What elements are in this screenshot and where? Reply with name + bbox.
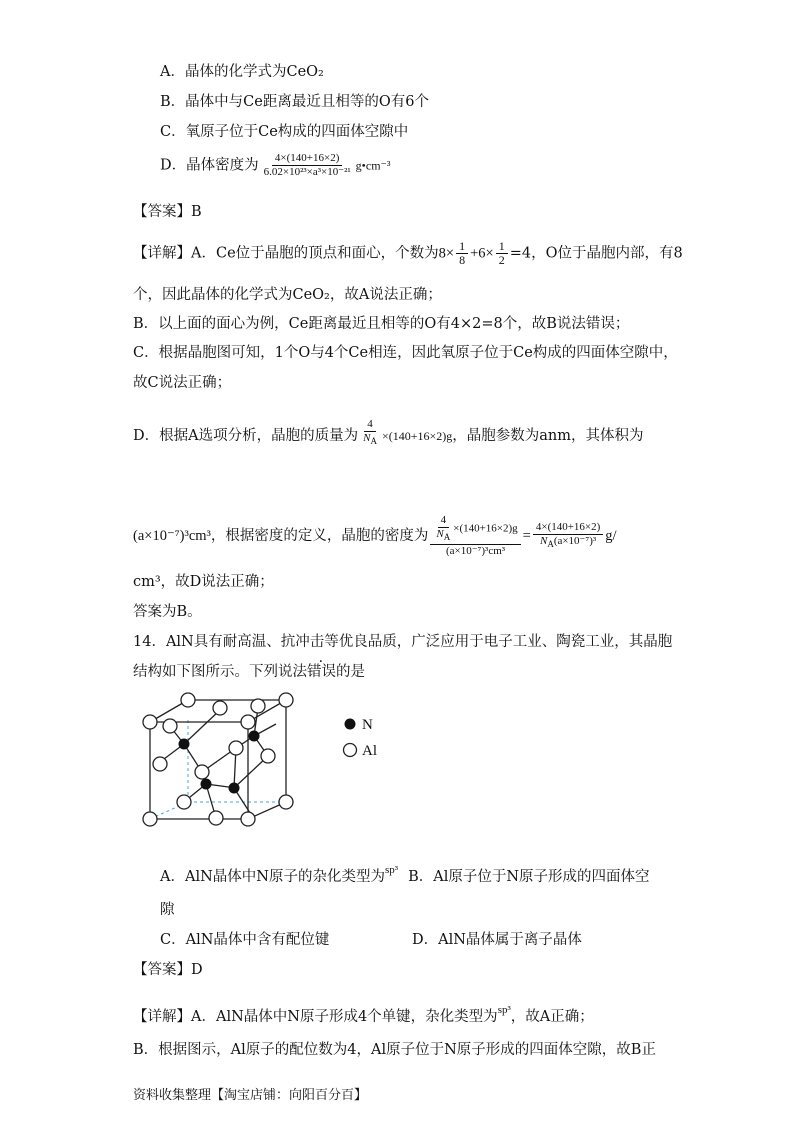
q13-detail-a-term2: +6× — [470, 245, 494, 262]
inner-frac-numerator: 4 — [438, 514, 450, 528]
frac2-numerator: 1 — [496, 240, 508, 254]
q14-option-a-b — [160, 860, 650, 887]
result-den-text: (a×10⁻⁷)³ — [553, 535, 597, 547]
q13-option-c: C．氧原子位于Ce构成的四面体空隙中 — [160, 124, 409, 140]
q13-detail-a-frac1 — [456, 240, 468, 267]
q14-option-b-cont: 隙 — [160, 902, 175, 918]
frac2-denominator: 2 — [498, 253, 505, 267]
q14-stem-text2: 的是 — [336, 664, 365, 680]
q13-detail-a-text: 【详解】A．Ce位于晶胞的顶点和面心，个数为 — [133, 245, 439, 262]
q13-option-b: B．晶体中与Ce距离最近且相等的O有6个 — [160, 94, 429, 110]
q14-option-c: C．AlN晶体中含有配位键 — [160, 932, 330, 948]
result-frac-numerator: 4×(140+16×2) — [533, 521, 603, 535]
legend-n-label: N — [362, 717, 373, 733]
big-frac-numerator — [430, 514, 520, 545]
q13-detail-d-result-frac — [533, 521, 603, 551]
equals-sign: = — [522, 528, 531, 545]
q13-detail-d-unit: g/ — [605, 528, 617, 545]
inner-avogadro-sub: A — [443, 532, 451, 543]
q13-detail-d-big-frac — [430, 514, 520, 558]
q13-option-d — [160, 152, 390, 179]
big-frac-num-text: ×(140+16×2)g — [453, 522, 518, 535]
q13-option-d-prefix: D．晶体密度为 — [160, 157, 259, 174]
avogadro-n: N — [363, 432, 371, 444]
legend-al-marker — [344, 744, 357, 757]
q14-detail-a-text2: ，故A正确； — [510, 1009, 594, 1025]
inner-avogadro-n: N — [436, 528, 444, 540]
q13-detail-a — [133, 240, 683, 267]
q13-detail-d-density-text: (a×10⁻⁷)³cm³，根据密度的定义，晶胞的密度为 — [133, 528, 429, 545]
q14-detail-a-sp3: sp³ — [497, 1004, 511, 1016]
page-footer: 资料收集整理【淘宝店铺：向阳百分百】 — [133, 1088, 368, 1103]
q14-stem-line2 — [133, 662, 365, 682]
q13-detail-d-mass-frac — [360, 418, 380, 448]
q13-detail-d-density — [133, 514, 617, 558]
q14-option-a: A．AlN晶体中N原子的杂化类型为 — [160, 869, 385, 885]
q14-answer: 【答案】D — [133, 962, 203, 978]
q13-option-d-denominator: 6.02×10²³×a³×10⁻²¹ — [263, 166, 351, 178]
result-avogadro-n: N — [539, 535, 548, 547]
frac1-numerator: 1 — [456, 240, 468, 254]
q14-detail-a — [133, 1000, 594, 1027]
q13-detail-line2: 个，因此晶体的化学式为CeO₂，故A说法正确； — [133, 287, 442, 303]
q14-emphasis-word: 错误 — [307, 664, 336, 680]
q14-option-b: B．Al原子位于N原子形成的四面体空 — [408, 869, 650, 885]
legend-n-marker — [345, 719, 356, 730]
q13-detail-d-text2: ，晶胞参数为anm，其体积为 — [452, 428, 644, 445]
inner-frac — [433, 514, 453, 544]
q14-option-a-sp3: sp³ — [384, 864, 399, 876]
q13-option-d-unit: g•cm⁻³ — [355, 158, 391, 173]
q13-conclusion: 答案为B。 — [133, 604, 202, 620]
q13-option-d-fraction — [261, 152, 354, 179]
q13-detail-d — [133, 418, 643, 454]
q13-answer: 【答案】B — [133, 204, 202, 220]
q13-detail-a-text2: =4，O位于晶胞内部，有8 — [509, 245, 683, 262]
q14-detail-a-text: 【详解】A．AlN晶体中N原子形成4个单键，杂化类型为 — [133, 1009, 498, 1025]
mass-frac-numerator: 4 — [364, 418, 376, 432]
q14-stem-line1: 14．AlN具有耐高温、抗冲击等优良品质，广泛应用于电子工业、陶瓷工业，其晶胞 — [133, 634, 673, 650]
result-avogadro-sub: A — [547, 539, 554, 550]
q13-detail-d-end: cm³，故D说法正确； — [133, 574, 274, 590]
q13-detail-c: C．根据晶胞图可知，1个O与4个Ce相连，因此氧原子位于Ce构成的四面体空隙中， — [133, 345, 678, 361]
q14-stem-text: 结构如下图所示。下列说法 — [133, 664, 307, 680]
q13-detail-d-text: D．根据A选项分析，晶胞的质量为 — [133, 428, 359, 445]
frac1-denominator: 8 — [459, 253, 466, 267]
q13-detail-b: B．以上面的面心为例，Ce距离最近且相等的O有4×2=8个，故B说法错误； — [133, 316, 630, 332]
avogadro-sub: A — [370, 436, 377, 447]
q14-option-d: D．AlN晶体属于离子晶体 — [412, 932, 582, 948]
legend-al-label: Al — [362, 743, 377, 759]
q13-detail-a-term1: 8× — [438, 245, 455, 262]
q13-option-d-numerator: 4×(140+16×2) — [272, 152, 342, 166]
q13-detail-c2: 故C说法正确； — [133, 375, 232, 391]
aln-unit-cell-diagram — [140, 684, 410, 834]
aln-unit-cell-figure — [140, 684, 410, 834]
inner-frac-denominator — [433, 528, 453, 544]
q13-option-a: A．晶体的化学式为CeO₂ — [160, 64, 324, 80]
q13-detail-d-mass: ×(140+16×2)g — [381, 429, 453, 444]
big-frac-denominator: (a×10⁻⁷)³cm³ — [445, 545, 506, 558]
mass-frac-denominator — [360, 432, 380, 448]
result-frac-denominator — [537, 535, 599, 551]
q13-detail-a-frac2 — [496, 240, 508, 267]
q14-detail-b: B．根据图示，Al原子的配位数为4，Al原子位于N原子形成的四面体空隙，故B正 — [133, 1042, 656, 1058]
